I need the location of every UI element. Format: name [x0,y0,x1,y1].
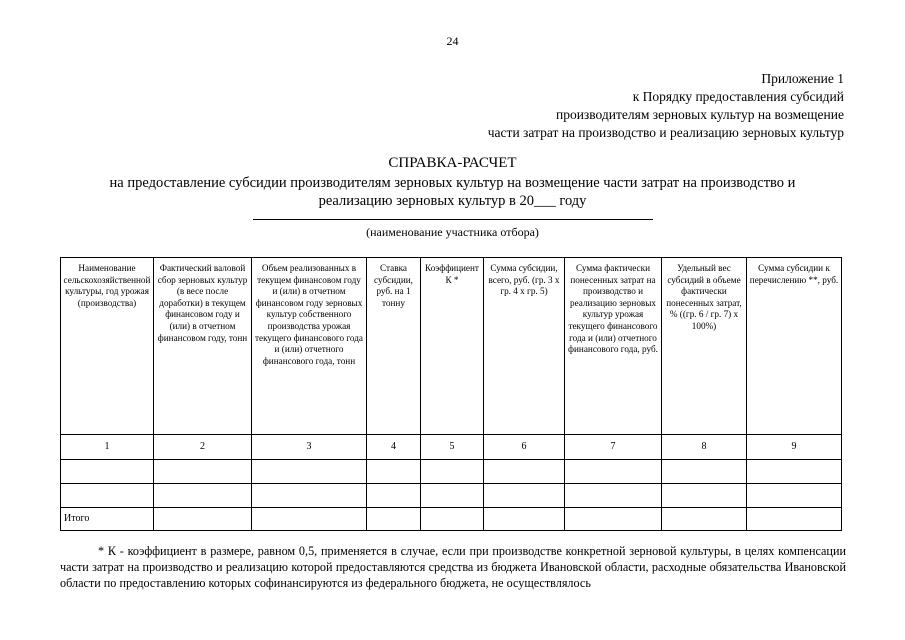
column-number: 3 [252,435,367,460]
column-number: 6 [484,435,565,460]
header-cell-7: Сумма фактически понесенных затрат на производство и реализацию зерновых культур урожая текущего финансового года и (или) отчетного финансового года, руб. [565,258,662,435]
total-label: Итого [61,508,154,531]
header-cell-5: Коэффициент К * [421,258,484,435]
table-row [61,484,842,508]
column-number: 1 [61,435,154,460]
column-number: 8 [662,435,747,460]
table-cell [421,508,484,531]
table-cell [252,460,367,484]
table-cell [747,484,842,508]
table-cell [154,460,252,484]
table-cell [662,484,747,508]
table-cell [484,484,565,508]
header-cell-3: Объем реализованных в текущем финансовом году и (или) в отчетном финансовом году зерновых культур собственного производства урожая текущего финансового года и (или) отчетного финансового года, тонн [252,258,367,435]
table-cell [252,508,367,531]
participant-name-caption: (наименование участника отбора) [366,225,539,239]
table-cell [484,460,565,484]
footnote: * К - коэффициент в размере, равном 0,5, применяется в случае, если при производстве конкретной зерновой культуры, в целях компенсации части затрат на производство и реализацию которой предоставляются средства из бюджета Ивановской области, расходные обязательства Ивановской области по предоставлению которых софинансируются из федерального бюджета, не осуществлялось [60,544,846,590]
appendix-line-4: части затрат на производство и реализацию зерновых культур [487,125,844,140]
table-cell [565,484,662,508]
header-cell-9: Сумма субсидии к перечислению **, руб. [747,258,842,435]
appendix-line-3: производителям зерновых культур на возмещение [555,107,844,122]
table-cell [367,508,421,531]
table-cell [367,460,421,484]
table-header-row [61,258,842,435]
appendix-header [488,70,844,142]
appendix-line-1: Приложение 1 [761,71,844,86]
total-row [61,508,842,531]
table-cell [484,508,565,531]
column-number: 9 [747,435,842,460]
document-subtitle: на предоставление субсидии производителям зерновых культур на возмещение части затрат на производство и реализацию зерновых культур в 20___ году [109,175,796,209]
table-cell [747,508,842,531]
calculation-table [60,257,842,531]
header-cell-8: Удельный вес субсидий в объеме фактически понесенных затрат, % ((гр. 6 / гр. 7) x 100%) [662,258,747,435]
participant-name-line [253,219,653,220]
table-cell [61,460,154,484]
table-cell [367,484,421,508]
table-cell [252,484,367,508]
column-number: 7 [565,435,662,460]
table-cell [61,484,154,508]
table-row [61,460,842,484]
column-number: 4 [367,435,421,460]
table-cell [747,460,842,484]
page-number: 24 [446,34,459,48]
table-cell [662,508,747,531]
table-cell [565,508,662,531]
header-cell-1: Наименование сельскохозяйственной культуры, год урожая (производства) [61,258,154,435]
table-cell [154,508,252,531]
column-number-row [61,435,842,460]
header-cell-4: Ставка субсидии, руб. на 1 тонну [367,258,421,435]
column-number: 2 [154,435,252,460]
column-number: 5 [421,435,484,460]
table-cell [154,484,252,508]
table-cell [421,460,484,484]
document-title: СПРАВКА-РАСЧЕТ [388,155,517,171]
table-cell [421,484,484,508]
header-cell-2: Фактический валовой сбор зерновых культур (в весе после доработки) в текущем финансовом году и (или) в отчетном финансовом году, тонн [154,258,252,435]
appendix-line-2: к Порядку предоставления субсидий [632,89,844,104]
table-cell [565,460,662,484]
table-cell [662,460,747,484]
header-cell-6: Сумма субсидии, всего, руб. (гр. 3 x гр. 4 x гр. 5) [484,258,565,435]
